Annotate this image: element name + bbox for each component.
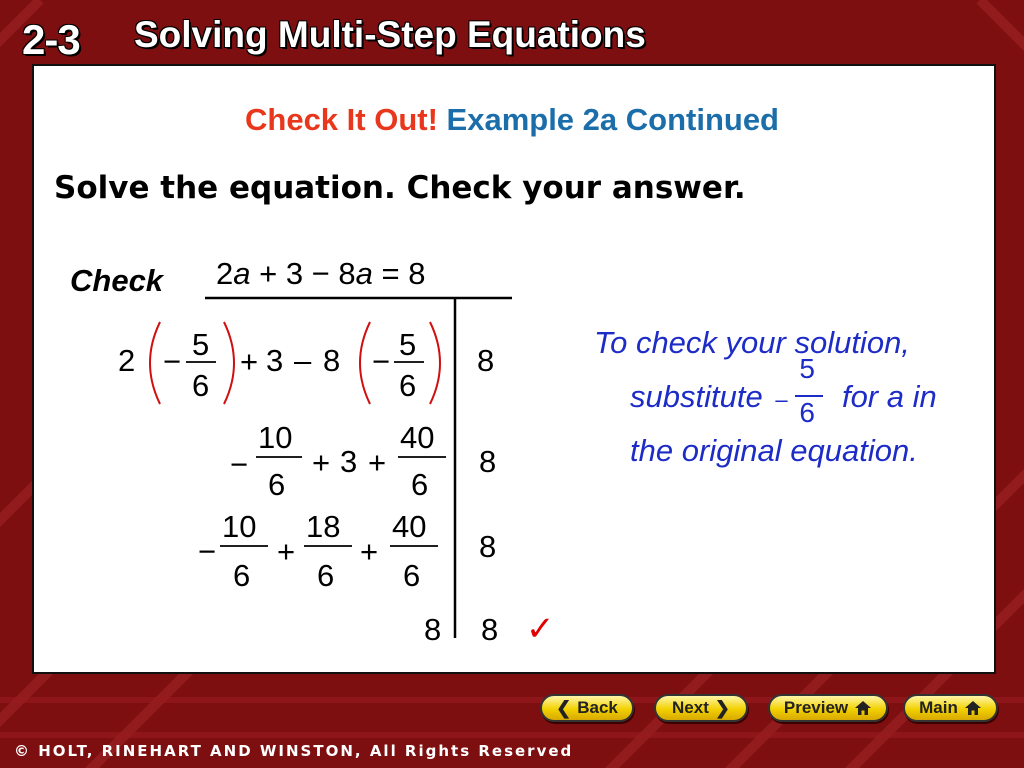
row3-num3: 40 <box>392 509 427 544</box>
row2-three: 3 <box>340 444 358 479</box>
home-icon <box>964 700 982 716</box>
row1-right: 8 <box>477 343 495 378</box>
row1-num: 5 <box>192 327 210 362</box>
main-label: Main <box>919 698 958 717</box>
row1-paren-right <box>224 322 234 404</box>
check-it-out-label: Check It Out! <box>245 102 438 137</box>
next-label: Next <box>672 698 709 717</box>
note-line-1: To check your solution, <box>594 325 910 360</box>
row3-den3: 6 <box>403 558 421 593</box>
note-for-a-in: for a in <box>841 379 937 414</box>
row1-three: 3 <box>266 343 284 378</box>
back-button[interactable] <box>540 694 634 722</box>
row1-minus3: − <box>372 344 391 379</box>
eq-coef: 2 <box>216 256 234 291</box>
back-label: Back <box>577 698 618 717</box>
copyright-footer: © HOLT, RINEHART AND WINSTON, All Rights Reserved <box>14 742 574 760</box>
note-line-3: the original equation. <box>630 433 918 468</box>
row2-den1: 6 <box>268 467 286 502</box>
eq-var-a: a <box>233 256 251 291</box>
row3-den1: 6 <box>233 558 251 593</box>
note-frac-num: 5 <box>799 352 815 384</box>
eq-end: = 8 <box>372 256 426 291</box>
note-frac-den: 6 <box>799 396 815 428</box>
row2-plus2: + <box>368 445 387 480</box>
row2-den2: 6 <box>411 467 429 502</box>
row4-right: 8 <box>481 612 499 647</box>
preview-button[interactable] <box>768 694 888 722</box>
chevron-right-icon: ❯ <box>714 697 730 718</box>
row2-plus1: + <box>312 445 331 480</box>
note-line-2 <box>630 352 937 428</box>
row1-den: 6 <box>192 368 210 403</box>
eq-middle: + 3 − 8 <box>250 256 356 291</box>
preview-label: Preview <box>783 698 849 717</box>
next-button[interactable] <box>654 694 748 722</box>
row3-plus2: + <box>360 534 379 569</box>
lesson-number: 2-3 <box>22 16 80 63</box>
check-row-4 <box>424 610 555 648</box>
row3-minus: − <box>198 534 217 569</box>
row1-paren-right-2 <box>430 322 440 404</box>
row2-num1: 10 <box>258 420 293 455</box>
note-fraction <box>771 352 833 428</box>
row1-minus2: – <box>294 343 312 378</box>
check-row-2 <box>230 420 496 502</box>
row1-plus: + <box>240 344 259 379</box>
row3-num1: 10 <box>222 509 257 544</box>
chevron-left-icon: ❮ <box>556 697 572 718</box>
row3-plus1: + <box>277 534 296 569</box>
row3-right: 8 <box>479 529 497 564</box>
row3-num2: 18 <box>306 509 341 544</box>
row1-minus: − <box>163 344 182 379</box>
home-icon <box>854 700 872 716</box>
row1-den2: 6 <box>399 368 417 403</box>
checkmark-icon: ✓ <box>526 610 555 648</box>
row2-num2: 40 <box>400 420 435 455</box>
row4-left: 8 <box>424 612 442 647</box>
row2-right: 8 <box>479 444 497 479</box>
instruction-text: Solve the equation. Check your answer. <box>54 170 746 206</box>
main-button[interactable] <box>903 694 998 722</box>
eq-var-a-2: a <box>355 256 373 291</box>
check-label: Check <box>70 263 164 298</box>
row1-num2: 5 <box>399 327 417 362</box>
example-label: Example 2a Continued <box>446 102 779 137</box>
row3-den2: 6 <box>317 558 335 593</box>
row2-minus: − <box>230 447 249 482</box>
row1-eight: 8 <box>323 343 341 378</box>
row1-paren-left <box>150 322 160 404</box>
note-frac-minus: – <box>775 386 788 412</box>
row1-coef: 2 <box>118 343 136 378</box>
row1-paren-left-2 <box>360 322 370 404</box>
lesson-title: Solving Multi-Step Equations <box>134 14 646 55</box>
check-row-3 <box>198 509 496 593</box>
check-row-1 <box>118 322 494 404</box>
note-substitute: substitute <box>630 379 763 414</box>
